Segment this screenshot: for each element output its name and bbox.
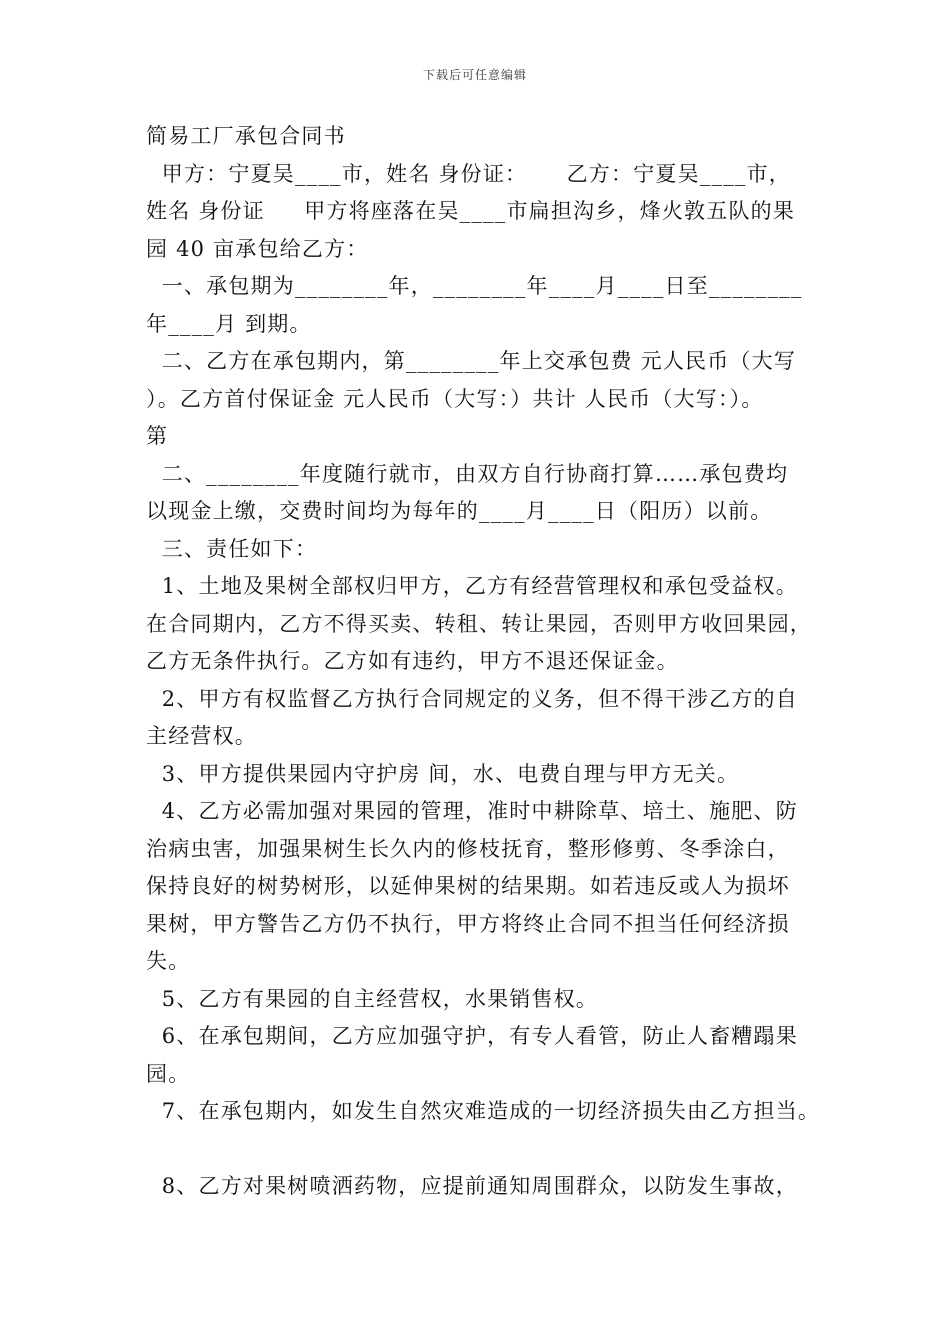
text-line: 4、乙方必需加强对果园的管理，准时中耕除草、培土、施肥、防 (146, 799, 798, 823)
text-line: 2、甲方有权监督乙方执行合同规定的义务，但不得干涉乙方的自 (146, 686, 798, 711)
blank-line (146, 1131, 820, 1168)
text-line: 6、在承包期间，乙方应加强守护，有专人看管，防止人畜糟蹋果 (146, 1024, 798, 1048)
text-line: 果树，甲方警告乙方仍不执行，甲方将终止合同不担当任何经济损 (146, 911, 790, 936)
text-line: 8、乙方对果树喷洒药物，应提前通知周围群众，以防发生事故， (146, 1173, 798, 1198)
text-line: 二、________年度随行就市，由双方自行协商打算……承包费均 (146, 461, 789, 486)
section-heading: 三、责任如下： (146, 536, 318, 561)
text-line: 5、乙方有果园的自主经营权，水果销售权。 (146, 986, 599, 1011)
text-line: 以现金上缴，交费时间均为每年的____月____日（阳历）以前。 (146, 499, 773, 523)
text-line: 在合同期内，乙方不得买卖、转租、转让果园，否则甲方收回果园， (146, 611, 812, 636)
text-line: 二、乙方在承包期内，第________年上交承包费 元人民币（大写 (146, 349, 797, 373)
text-line: 7、在承包期内，如发生自然灾难造成的一切经济损失由乙方担当。 (146, 1099, 821, 1123)
document-title: 简易工厂承包合同书 (146, 124, 346, 148)
text-line: 园 40 亩承包给乙方： (146, 236, 369, 261)
text-line: 1、土地及果树全部权归甲方，乙方有经营管理权和承包受益权。 (146, 574, 798, 598)
text-line: 失。 (146, 949, 191, 973)
text-line: 一、承包期为________年，________年____月____日至________ (146, 274, 803, 298)
text-line: 甲方：宁夏吴____市，姓名 身份证： 乙方：宁夏吴____市， (146, 161, 792, 186)
text-line: 姓名 身份证 甲方将座落在吴____市扁担沟乡，烽火敦五队的果 (146, 199, 796, 223)
text-line: ）。乙方首付保证金 元人民币（大写：）共计 人民币（大写：）。 (146, 386, 764, 411)
text-line: 保持良好的树势树形，以延伸果树的结果期。如若违反或人为损坏 (146, 874, 790, 898)
text-line: 3、甲方提供果园内守护房 间，水、电费自理与甲方无关。 (146, 761, 740, 786)
text-line: 主经营权。 (146, 724, 257, 748)
text-line: 治病虫害，加强果树生长久内的修枝抚育，整形修剪、冬季涂白， (146, 836, 790, 861)
text-line: 园。 (146, 1061, 191, 1086)
header-note: 下载后可任意编辑 (422, 68, 527, 82)
text-line: 年____月 到期。 (146, 311, 312, 336)
contract-body (146, 118, 820, 1205)
text-line: 第 (146, 424, 169, 448)
text-line: 乙方无条件执行。乙方如有违约，甲方不退还保证金。 (146, 649, 679, 673)
